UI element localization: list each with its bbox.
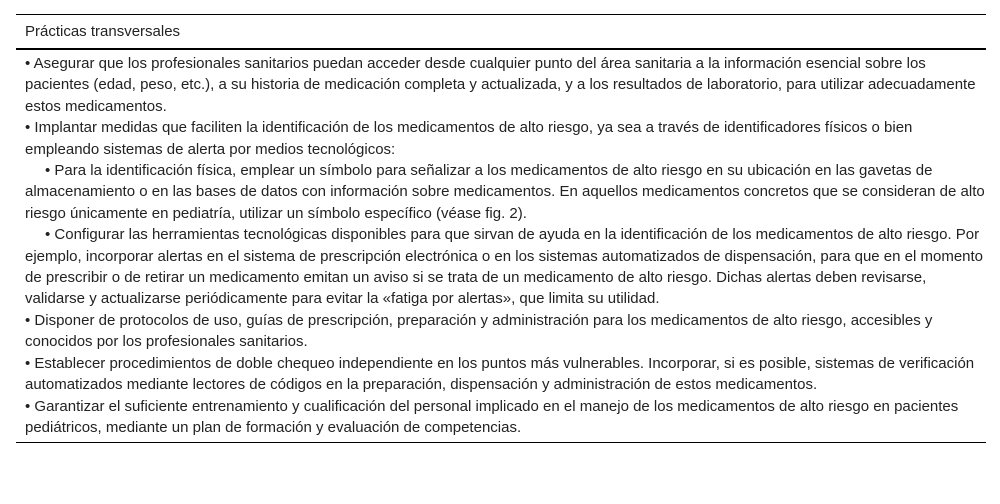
- practice-subitem: • Configurar las herramientas tecnológicas disponibles para que sirvan de ayuda en la identificación de los medicamentos de alto riesgo. Por ejemplo, incorporar alertas en el sistema de prescripción electrónica o en los sistemas automatizados de dispensación, para que en el momento de prescribir o de retirar un medicamento emitan un aviso si se trata de un medicamento de alto riesgo. Dichas alertas deben revisarse, validarse y actualizarse periódicamente para evitar la «fatiga por alertas», que limita su utilidad.: [25, 226, 984, 308]
- practice-item: • Establecer procedimientos de doble chequeo independiente en los puntos más vulnerables. Incorporar, si es posible, sistemas de verificación automatizados mediante lectores de códigos en la preparación, dispensación y administración de estos medicamentos.: [25, 354, 975, 394]
- practice-item: • Garantizar el suficiente entrenamiento y cualificación del personal implicado en el manejo de los medicamentos de alto riesgo en pacientes pediátricos, mediante un plan de formación y evaluación de competencias.: [25, 397, 959, 436]
- practices-table: [16, 14, 986, 443]
- practice-subitem: • Para la identificación física, emplear un símbolo para señalizar a los medicamentos de alto riesgo en su ubicación en las gavetas de almacenamiento o en las bases de datos con información sobre medicamentos. En aquellos medicamentos concretos que se consideran de alto riesgo únicamente en pediatría, utilizar un símbolo específico (véase fig. 2).: [25, 162, 985, 222]
- practice-item: • Disponer de protocolos de uso, guías de prescripción, preparación y administración para los medicamentos de alto riesgo, accesibles y conocidos por los profesionales sanitarios.: [25, 311, 933, 351]
- table-header: Prácticas transversales: [25, 23, 181, 40]
- practice-item: • Asegurar que los profesionales sanitarios puedan acceder desde cualquier punto del área sanitaria a la información esencial sobre los pacientes (edad, peso, etc.), a su historia de medicación completa y actualizada, y a los resultados de laboratorio, para utilizar adecuadamente estos medicamentos.: [25, 55, 976, 115]
- table-body-cell: [16, 50, 986, 442]
- table-bottom-rule: [16, 442, 986, 443]
- practice-item: • Implantar medidas que faciliten la identificación de los medicamentos de alto riesgo, ya sea a través de identificadores físicos o bien empleando sistemas de alerta por medios tecnológicos:: [25, 119, 913, 158]
